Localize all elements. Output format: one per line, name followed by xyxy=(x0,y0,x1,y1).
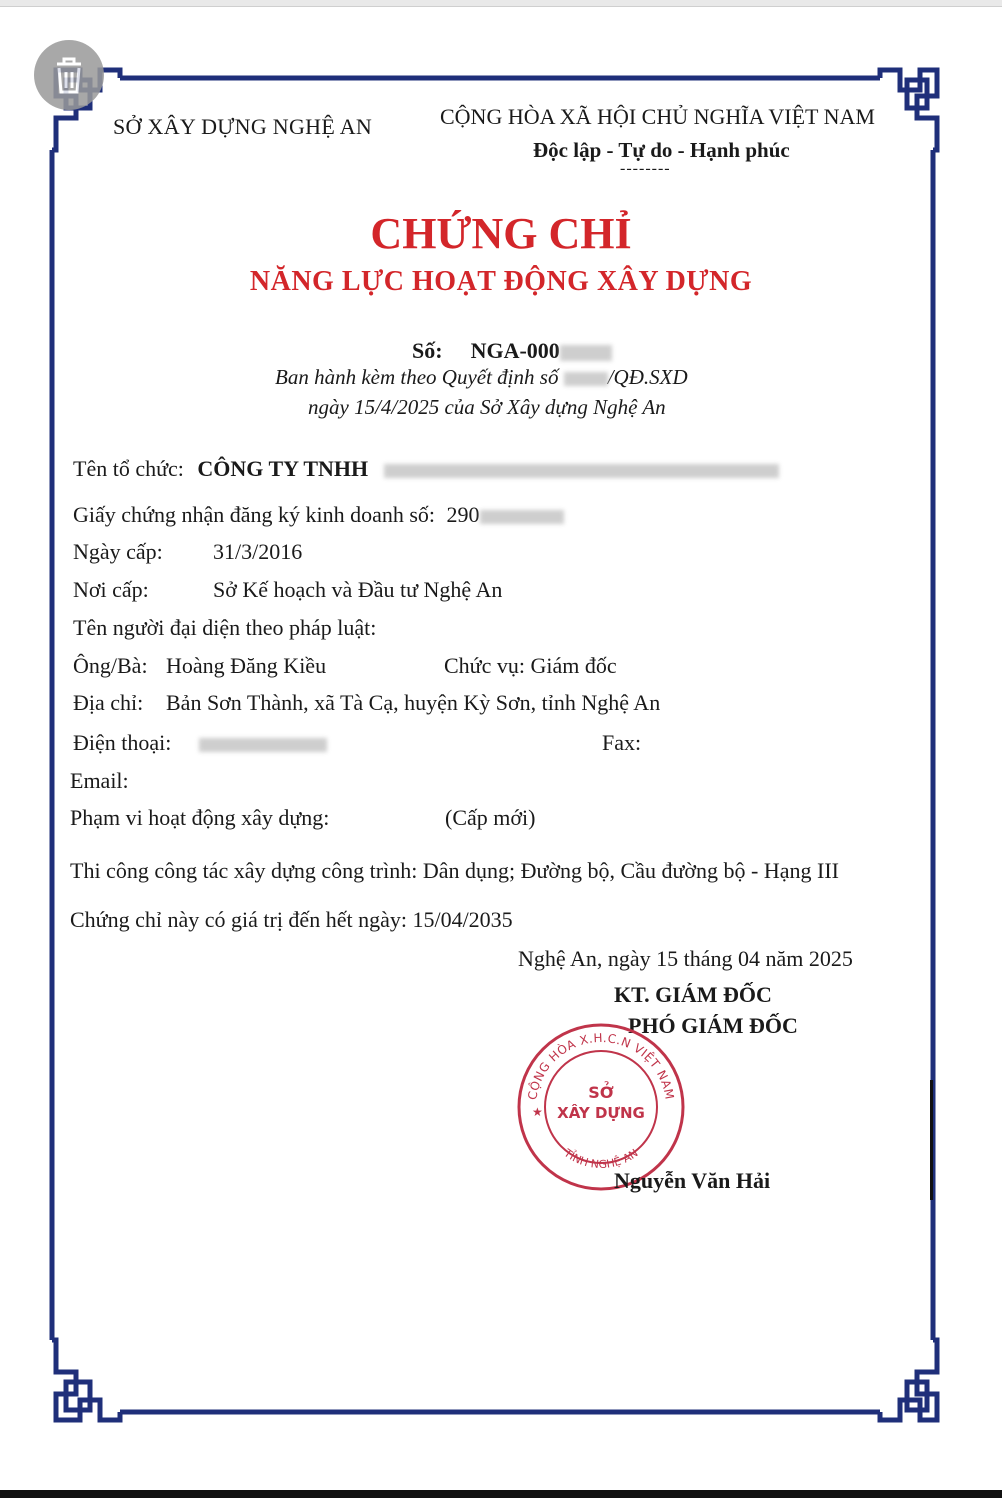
redacted-block xyxy=(480,510,564,524)
fax-label: Fax: xyxy=(602,730,642,755)
issue-date-value: 31/3/2016 xyxy=(213,539,303,564)
issued-by-decision xyxy=(275,365,688,390)
registration-label: Giấy chứng nhận đăng ký kinh doanh số: xyxy=(73,502,436,527)
trash-icon[interactable] xyxy=(34,40,104,110)
edge-mark xyxy=(930,1080,933,1200)
signature-kt: KT. GIÁM ĐỐC xyxy=(614,982,772,1007)
signer-name: Nguyễn Văn Hải xyxy=(614,1168,771,1193)
issue-place-label: Nơi cấp: xyxy=(73,577,149,602)
validity-line: Chứng chỉ này có giá trị đến hết ngày: 15/04/2035 xyxy=(70,907,513,932)
seal-line-1: SỞ xyxy=(588,1083,614,1102)
position-row xyxy=(444,653,617,679)
scope-value: (Cấp mới) xyxy=(445,805,536,830)
org-name-value: CÔNG TY TNHH xyxy=(197,456,369,481)
redacted-block xyxy=(199,738,327,752)
national-motto: Độc lập - Tự do - Hạnh phúc xyxy=(533,138,790,162)
decision-date: ngày 15/4/2025 của Sở Xây dựng Nghệ An xyxy=(308,395,666,419)
signature-deputy: PHÓ GIÁM ĐỐC xyxy=(628,1013,798,1038)
activity-line: Thi công công tác xây dựng công trình: Dân dụng; Đường bộ, Cầu đường bộ - Hạng III xyxy=(70,858,840,883)
address-label: Địa chỉ: xyxy=(73,690,144,715)
position-value: Giám đốc xyxy=(530,653,617,678)
number-label: Số: xyxy=(412,338,443,363)
org-name-label: Tên tổ chức: xyxy=(73,456,184,481)
issue-place-value: Sở Kế hoạch và Đầu tư Nghệ An xyxy=(213,577,503,602)
certificate-subtitle: NĂNG LỰC HOẠT ĐỘNG XÂY DỰNG xyxy=(249,266,753,297)
republic-name: CỘNG HÒA XÃ HỘI CHỦ NGHĨA VIỆT NAM xyxy=(440,104,875,129)
org-name-row xyxy=(73,456,779,482)
number-value: NGA-000 xyxy=(470,338,560,363)
redacted-block xyxy=(564,372,608,386)
address-value: Bản Sơn Thành, xã Tà Cạ, huyện Kỳ Sơn, tỉnh Nghệ An xyxy=(166,690,661,715)
position-label: Chức vụ: xyxy=(444,653,525,678)
person-label: Ông/Bà: xyxy=(73,653,148,678)
seal-line-2: XÂY DỰNG xyxy=(557,1104,645,1122)
bottom-edge xyxy=(0,1490,1002,1498)
phone-label: Điện thoại: xyxy=(73,730,172,755)
person-value: Hoàng Đăng Kiều xyxy=(166,653,327,678)
seal-star-icon: ★ xyxy=(532,1105,543,1119)
redacted-block xyxy=(560,345,612,361)
registration-row xyxy=(73,502,564,528)
place-date: Nghệ An, ngày 15 tháng 04 năm 2025 xyxy=(518,946,853,971)
phone-row xyxy=(73,730,327,756)
agency-name: SỞ XÂY DỰNG NGHỆ AN xyxy=(113,114,373,139)
motto-underline: -------- xyxy=(620,160,671,177)
redacted-block xyxy=(384,464,779,478)
issue-date-label: Ngày cấp: xyxy=(73,539,163,564)
registration-value: 290 xyxy=(446,502,480,527)
decision-suffix: /QĐ.SXD xyxy=(607,365,688,389)
scope-label: Phạm vi hoạt động xây dựng: xyxy=(70,805,330,830)
certificate-number xyxy=(412,338,612,364)
seal-top-text: CỘNG HÒA X.H.C.N VIỆT NAM xyxy=(525,1030,677,1101)
certificate-title: CHỨNG CHỈ xyxy=(370,209,632,258)
seal-bottom-text: TỈNH NGHỆ AN xyxy=(561,1146,641,1171)
decision-prefix: Ban hành kèm theo Quyết định số xyxy=(275,365,559,389)
legal-rep-label: Tên người đại diện theo pháp luật: xyxy=(73,615,377,640)
email-label: Email: xyxy=(70,768,129,793)
